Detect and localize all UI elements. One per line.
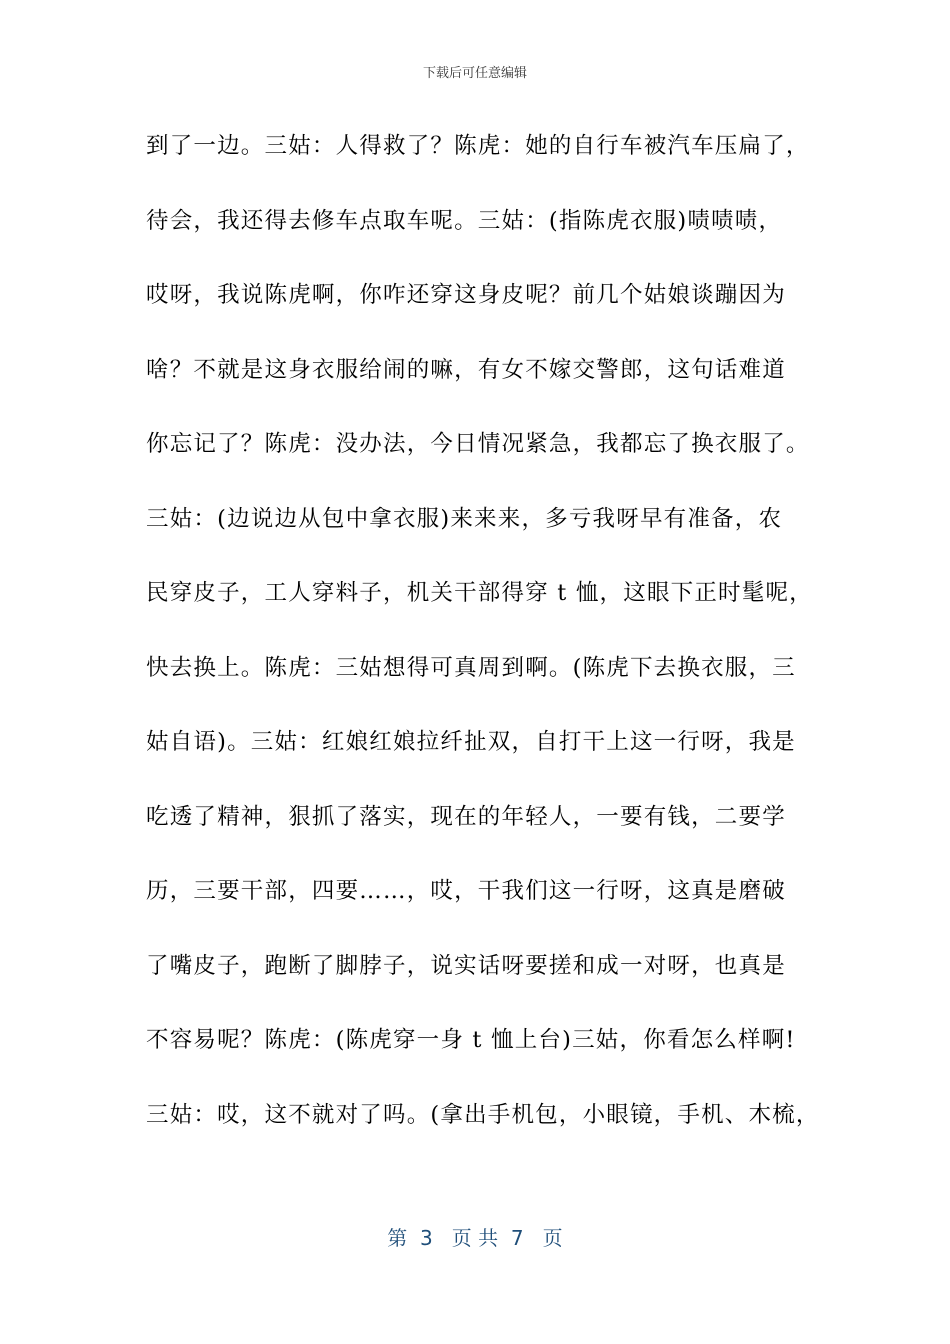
text-line: 啥？不就是这身衣服给闹的嘛，有女不嫁交警郎，这句话难道 [146,356,786,383]
text-line: 待会，我还得去修车点取车呢。三姑：(指陈虎衣服)啧啧啧， [146,207,783,234]
text-line: 哎呀，我说陈虎啊，你咋还穿这身皮呢？前几个姑娘谈蹦因为 [146,282,786,308]
page-number-footer: 第 3 页 共 7 页 [387,1226,563,1250]
document-body [146,128,826,1171]
page-header: 下载后可任意编辑 [422,66,527,81]
text-line: 你忘记了？陈虎：没办法，今日情况紧急，我都忘了换衣服了。 [146,431,810,457]
text-line: 快去换上。陈虎：三姑想得可真周到啊。(陈虎下去换衣服，三 [146,654,796,681]
text-line: 民穿皮子，工人穿料子，机关干部得穿 t 恤，这眼下正时髦呢， [146,580,813,606]
text-line: 三姑：哎，这不就对了吗。(拿出手机包，小眼镜，手机、木梳， [146,1101,820,1128]
text-line: 姑自语)。三姑：红娘红娘拉纤扯双，自打干上这一行呀，我是 [146,729,796,755]
text-line: 到了一边。三姑：人得救了？陈虎：她的自行车被汽车压扁了， [146,133,810,159]
text-line: 三姑：(边说边从包中拿衣服)来来来，多亏我呀早有准备，农 [146,505,783,532]
text-line: 吃透了精神，狠抓了落实，现在的年轻人，一要有钱，二要学 [146,803,786,830]
text-line: 历，三要干部，四要……，哎，干我们这一行呀，这真是磨破 [146,878,786,904]
text-line: 不容易呢？陈虎：(陈虎穿一身 t 恤上台)三姑，你看怎么样啊! [146,1027,796,1053]
text-line: 了嘴皮子，跑断了脚脖子，说实话呀要搓和成一对呀，也真是 [146,952,786,979]
